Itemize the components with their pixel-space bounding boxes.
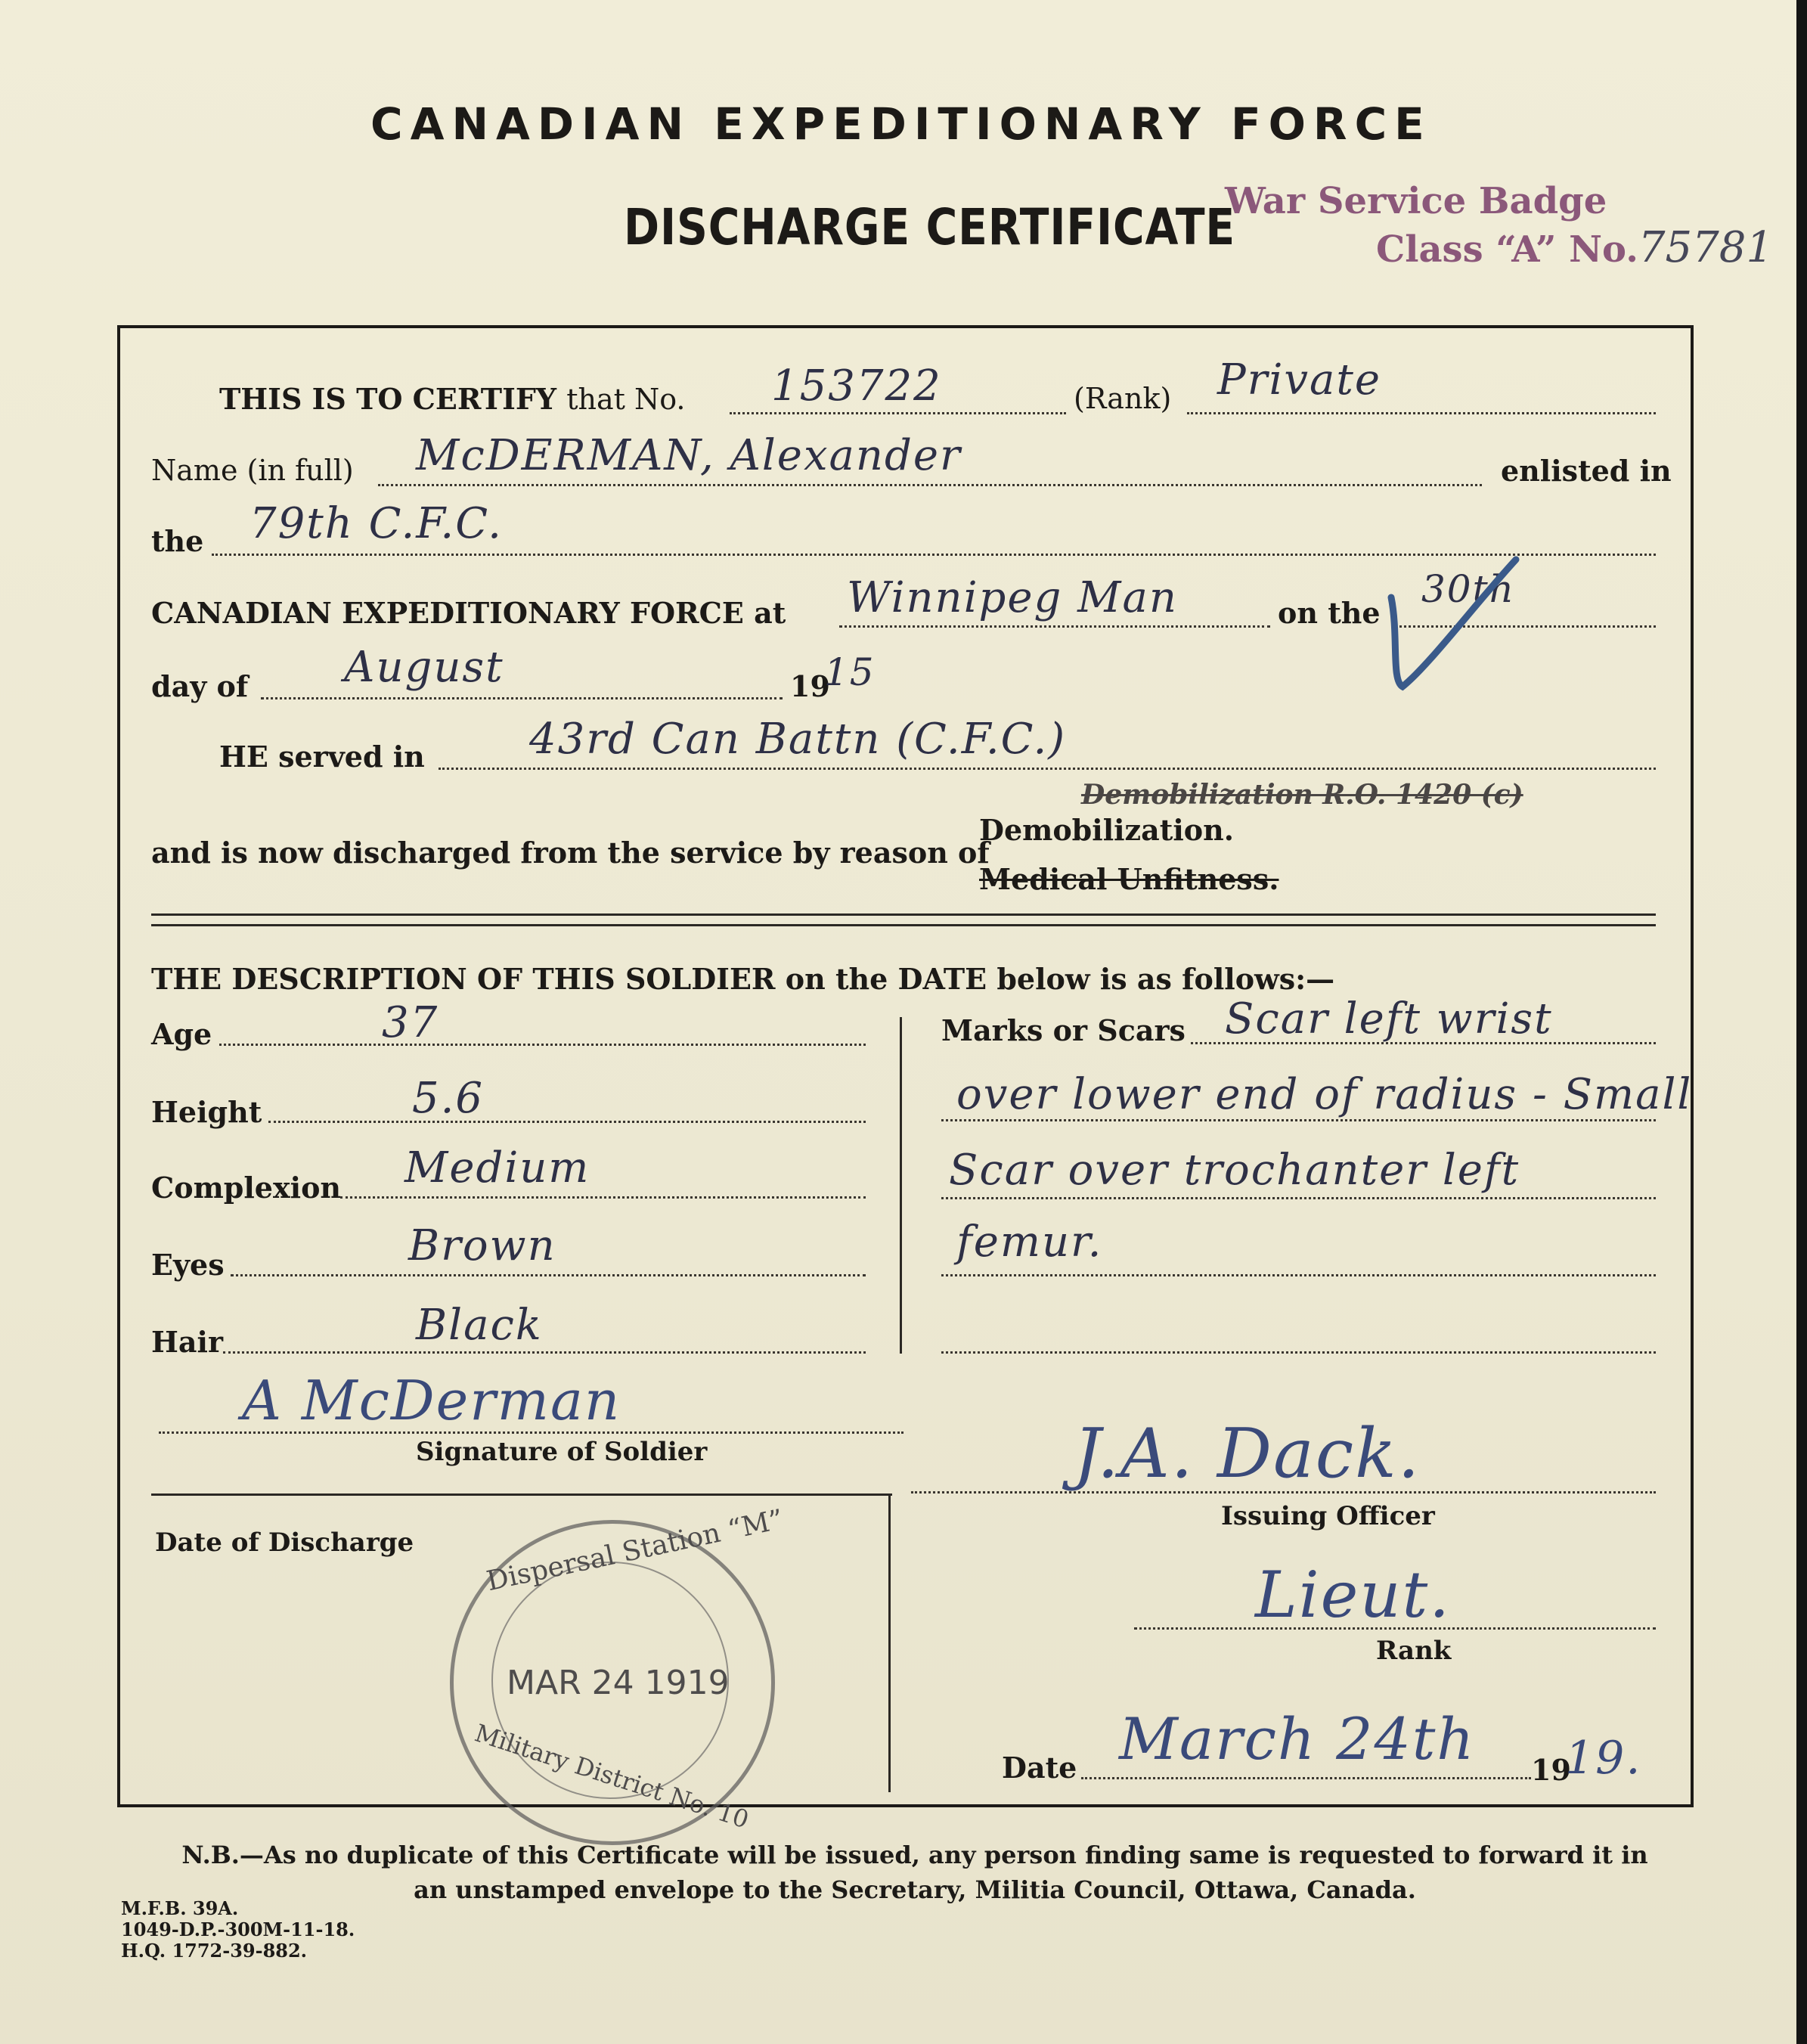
- height-value: 5.6: [412, 1074, 485, 1123]
- year-prefix: 19: [790, 669, 830, 703]
- discharge-box-right: [888, 1493, 891, 1792]
- demobilization-stamp: Demobilization R.O. 1420 (c): [1081, 779, 1523, 811]
- rank-label: (Rank): [1074, 382, 1172, 415]
- age-value: 37: [382, 998, 439, 1047]
- officer-signature: J.A. Dack.: [1074, 1414, 1421, 1493]
- badge-stamp-line1: War Service Badge: [1225, 180, 1607, 222]
- enlisted-label: enlisted in: [1501, 454, 1672, 488]
- reason-demobilization: Demobilization.: [979, 813, 1234, 847]
- document-subtitle: DISCHARGE CERTIFICATE: [624, 198, 1236, 256]
- discharged-label: and is now discharged from the service by reason of: [151, 836, 990, 870]
- served-line: [439, 768, 1656, 770]
- footer-note: N.B.—As no duplicate of this Certificate will be issued, any person finding same is requested to forward it in an unstamped envelope to the Secretary, Militia Council, Ottawa, Canada.: [181, 1841, 1648, 1904]
- cef-at-label: CANADIAN EXPEDITIONARY FORCE at: [151, 596, 786, 630]
- marks-value-3: Scar over trochanter left: [949, 1146, 1520, 1195]
- description-heading-bold: THE DESCRIPTION OF THIS SOLDIER: [151, 962, 776, 996]
- age-label: Age: [151, 1017, 212, 1051]
- enlistment-month: August: [344, 643, 504, 692]
- rank-value: Private: [1217, 355, 1382, 405]
- soldier-signature-label: Signature of Soldier: [416, 1437, 708, 1467]
- marks-line-4: [941, 1274, 1656, 1276]
- eyes-label: Eyes: [151, 1248, 225, 1282]
- hair-line: [223, 1351, 866, 1354]
- served-unit: 43rd Can Battn (C.F.C.): [529, 715, 1067, 764]
- name-line: [378, 484, 1482, 486]
- section-divider-2: [151, 924, 1656, 926]
- section-divider-1: [151, 913, 1656, 916]
- certify-lead: [219, 382, 686, 416]
- enlistment-day: 30th: [1421, 567, 1515, 611]
- description-column-divider: [900, 1017, 902, 1354]
- height-label: Height: [151, 1095, 262, 1129]
- check-mark-icon: [1384, 552, 1520, 696]
- regimental-number: 153722: [771, 361, 942, 411]
- badge-number: 75781: [1638, 223, 1774, 272]
- badge-stamp-line2: [1376, 225, 1773, 273]
- marks-line-3: [941, 1197, 1656, 1199]
- complexion-line: [340, 1196, 866, 1199]
- enlistment-year: 15: [824, 650, 876, 694]
- date-year-prefix: 19: [1531, 1753, 1571, 1787]
- discharge-box-top: [151, 1493, 892, 1496]
- eyes-line: [231, 1274, 866, 1276]
- certify-lead-text: THIS IS TO CERTIFY: [219, 382, 556, 416]
- served-in-label: HE served in: [219, 740, 425, 774]
- war-service-badge-stamp: [1225, 178, 1774, 272]
- officer-rank-line: [1134, 1627, 1656, 1630]
- hair-value: Black: [416, 1301, 543, 1350]
- enlisted-unit: 79th C.F.C.: [250, 499, 503, 548]
- soldier-signature: A McDerman: [242, 1369, 621, 1432]
- height-line: [268, 1121, 866, 1123]
- marks-value-2: over lower end of radius - Small: [956, 1070, 1693, 1119]
- that-no-label: that No.: [566, 383, 686, 416]
- description-heading-rest: on the DATE below is as follows:—: [785, 962, 1335, 996]
- place-line: [839, 625, 1270, 628]
- form-codes: M.F.B. 39A. 1049-D.P.-300M-11-18. H.Q. 1772-39-882.: [121, 1897, 355, 1962]
- soldier-name: McDERMAN, Alexander: [416, 431, 962, 480]
- marks-scars-label: Marks or Scars: [941, 1013, 1186, 1047]
- the-label: the: [151, 524, 204, 558]
- on-the-label: on the: [1278, 596, 1381, 630]
- marks-line-2: [941, 1119, 1656, 1121]
- reason-medical-unfitness: Medical Unfitness.: [979, 862, 1279, 896]
- issuing-officer-label: Issuing Officer: [1221, 1501, 1435, 1531]
- date-value: March 24th: [1119, 1705, 1476, 1773]
- date-label: Date: [1002, 1751, 1077, 1785]
- stamp-top-text: Dispersal Station “M”: [484, 1503, 786, 1598]
- rank-line: [1187, 412, 1656, 414]
- name-label: Name (in full): [151, 454, 354, 487]
- enlistment-place: Winnipeg Man: [847, 573, 1178, 622]
- rank-signature: Lieut.: [1255, 1558, 1451, 1632]
- complexion-label: Complexion: [151, 1171, 342, 1205]
- stamp-bottom-text: Military District No. 10: [471, 1718, 752, 1835]
- date-of-discharge-label: Date of Discharge: [155, 1528, 414, 1558]
- eyes-value: Brown: [408, 1221, 556, 1270]
- marks-value-1: Scar left wrist: [1225, 994, 1553, 1044]
- hair-label: Hair: [151, 1325, 223, 1359]
- stamp-date: MAR 24 1919: [507, 1664, 730, 1702]
- document-title: CANADIAN EXPEDITIONARY FORCE: [370, 98, 1432, 150]
- number-line: [730, 412, 1066, 414]
- day-of-label: day of: [151, 669, 249, 703]
- badge-class-label: Class “A” No.: [1376, 228, 1638, 271]
- marks-value-4: femur.: [956, 1217, 1103, 1267]
- officer-signature-line: [911, 1491, 1656, 1493]
- marks-line-5: [941, 1351, 1656, 1354]
- date-year: 19.: [1565, 1732, 1642, 1785]
- complexion-value: Medium: [404, 1143, 590, 1193]
- officer-rank-label: Rank: [1376, 1636, 1452, 1666]
- soldier-signature-line: [159, 1431, 904, 1434]
- date-line: [1081, 1777, 1531, 1779]
- month-line: [261, 697, 783, 699]
- description-heading: [151, 962, 1334, 996]
- age-line: [219, 1044, 866, 1046]
